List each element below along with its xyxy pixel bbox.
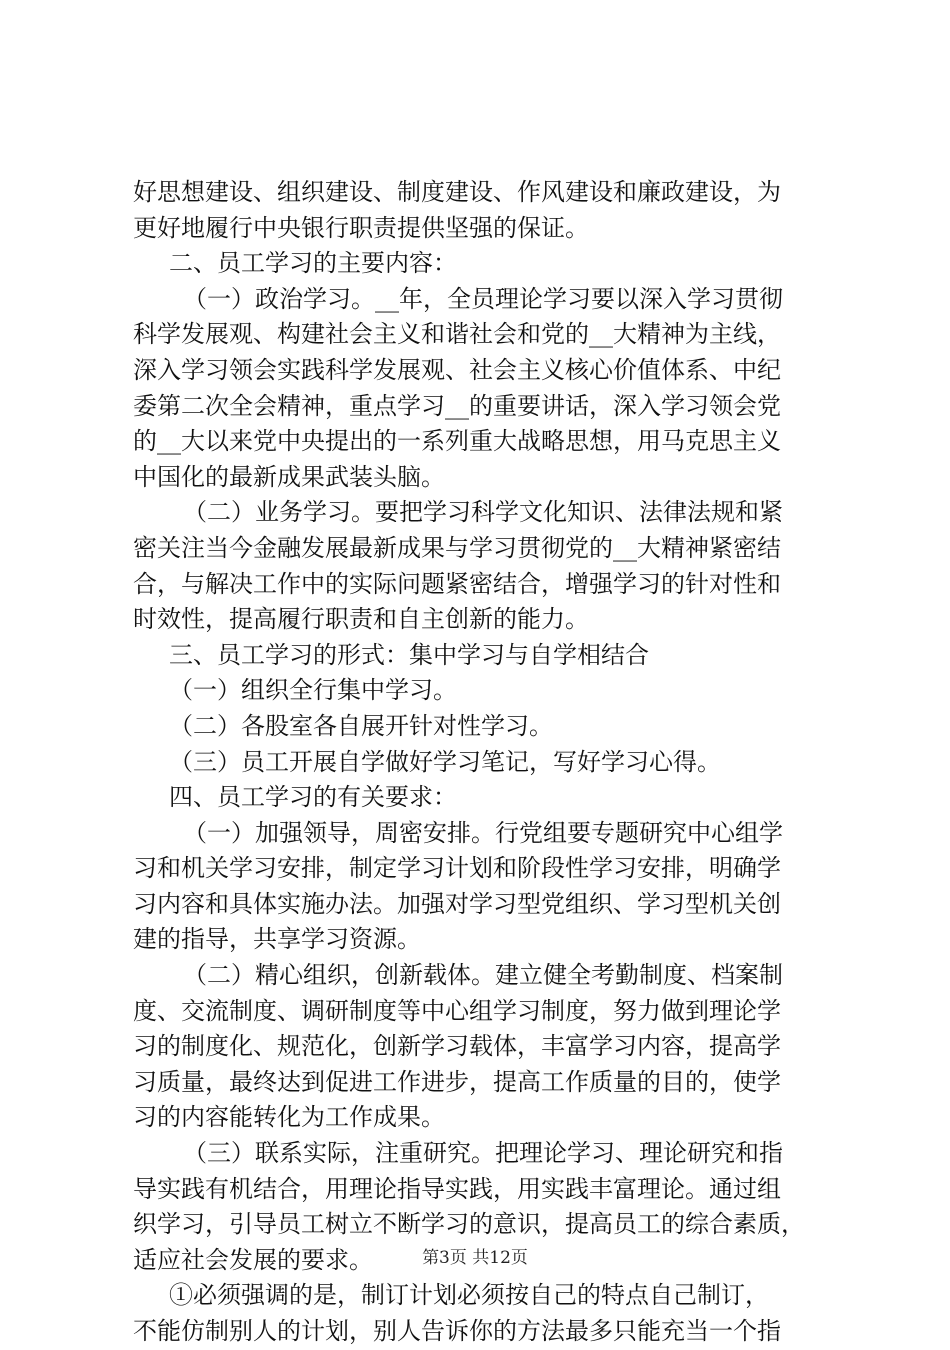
list-item: （三）员工开展自学做好学习笔记，写好学习心得。 [169,747,721,776]
text-line: 导实践有机结合，用理论指导实践，用实践丰富理论。通过组 [133,1174,781,1203]
text-line: 科学发展观、构建社会主义和谐社会和党的__大精神为主线， [133,320,781,349]
list-item: （二）各股室各自展开针对性学习。 [169,711,553,740]
text-line: 深入学习领会实践科学发展观、社会主义核心价值体系、中纪 [133,355,781,384]
text-line: （二）精心组织，创新载体。建立健全考勤制度、档案制 [183,961,783,990]
text-line: 习内容和具体实施办法。加强对学习型党组织、学习型机关创 [133,889,781,918]
section-heading: 二、员工学习的主要内容： [169,249,457,278]
text-line: （一）加强领导，周密安排。行党组要专题研究中心组学 [183,818,783,847]
document-body [133,175,833,1350]
text-line: （三）联系实际，注重研究。把理论学习、理论研究和指 [183,1139,783,1168]
text-line: 习的制度化、规范化，创新学习载体，丰富学习内容，提高学 [133,1032,781,1061]
section-heading: 三、员工学习的形式：集中学习与自学相结合 [169,640,649,669]
text-line: 中国化的最新成果武装头脑。 [133,462,445,491]
text-line: 不能仿制别人的计划，别人告诉你的方法最多只能充当一个指 [133,1317,781,1345]
text-line: 好思想建设、组织建设、制度建设、作风建设和廉政建设，为 [133,178,781,206]
text-line: （一）政治学习。__年，全员理论学习要以深入学习贯彻 [183,284,783,313]
text-line: 建的指导，共享学习资源。 [133,925,421,954]
section-heading: 四、员工学习的有关要求： [169,783,457,812]
page-number-footer: 第3页 共12页 [422,1248,528,1268]
text-line: ①必须强调的是，制订计划必须按自己的特点自己制订， [169,1281,769,1310]
text-line: 合，与解决工作中的实际问题紧密结合，增强学习的针对性和 [133,569,781,598]
text-line: 密关注当今金融发展最新成果与学习贯彻党的__大精神紧密结 [133,533,781,562]
text-line: 习质量，最终达到促进工作进步，提高工作质量的目的，使学 [133,1067,781,1096]
text-line: 的__大以来党中央提出的一系列重大战略思想，用马克思主义 [133,427,781,456]
text-line: 度、交流制度、调研制度等中心组学习制度，努力做到理论学 [133,996,781,1025]
text-line: 时效性，提高履行职责和自主创新的能力。 [133,605,589,634]
text-line: 习的内容能转化为工作成果。 [133,1103,445,1132]
text-line: 习和机关学习安排，制定学习计划和阶段性学习安排，明确学 [133,854,781,883]
text-line: （二）业务学习。要把学习科学文化知识、法律法规和紧 [183,498,783,527]
text-line: 委第二次全会精神，重点学习__的重要讲话，深入学习领会党 [133,391,781,420]
text-line: 适应社会发展的要求。 [133,1245,373,1274]
text-line: 更好地履行中央银行职责提供坚强的保证。 [133,213,589,242]
list-item: （一）组织全行集中学习。 [169,676,457,705]
text-line: 织学习，引导员工树立不断学习的意识，提高员工的综合素质， [133,1210,805,1239]
